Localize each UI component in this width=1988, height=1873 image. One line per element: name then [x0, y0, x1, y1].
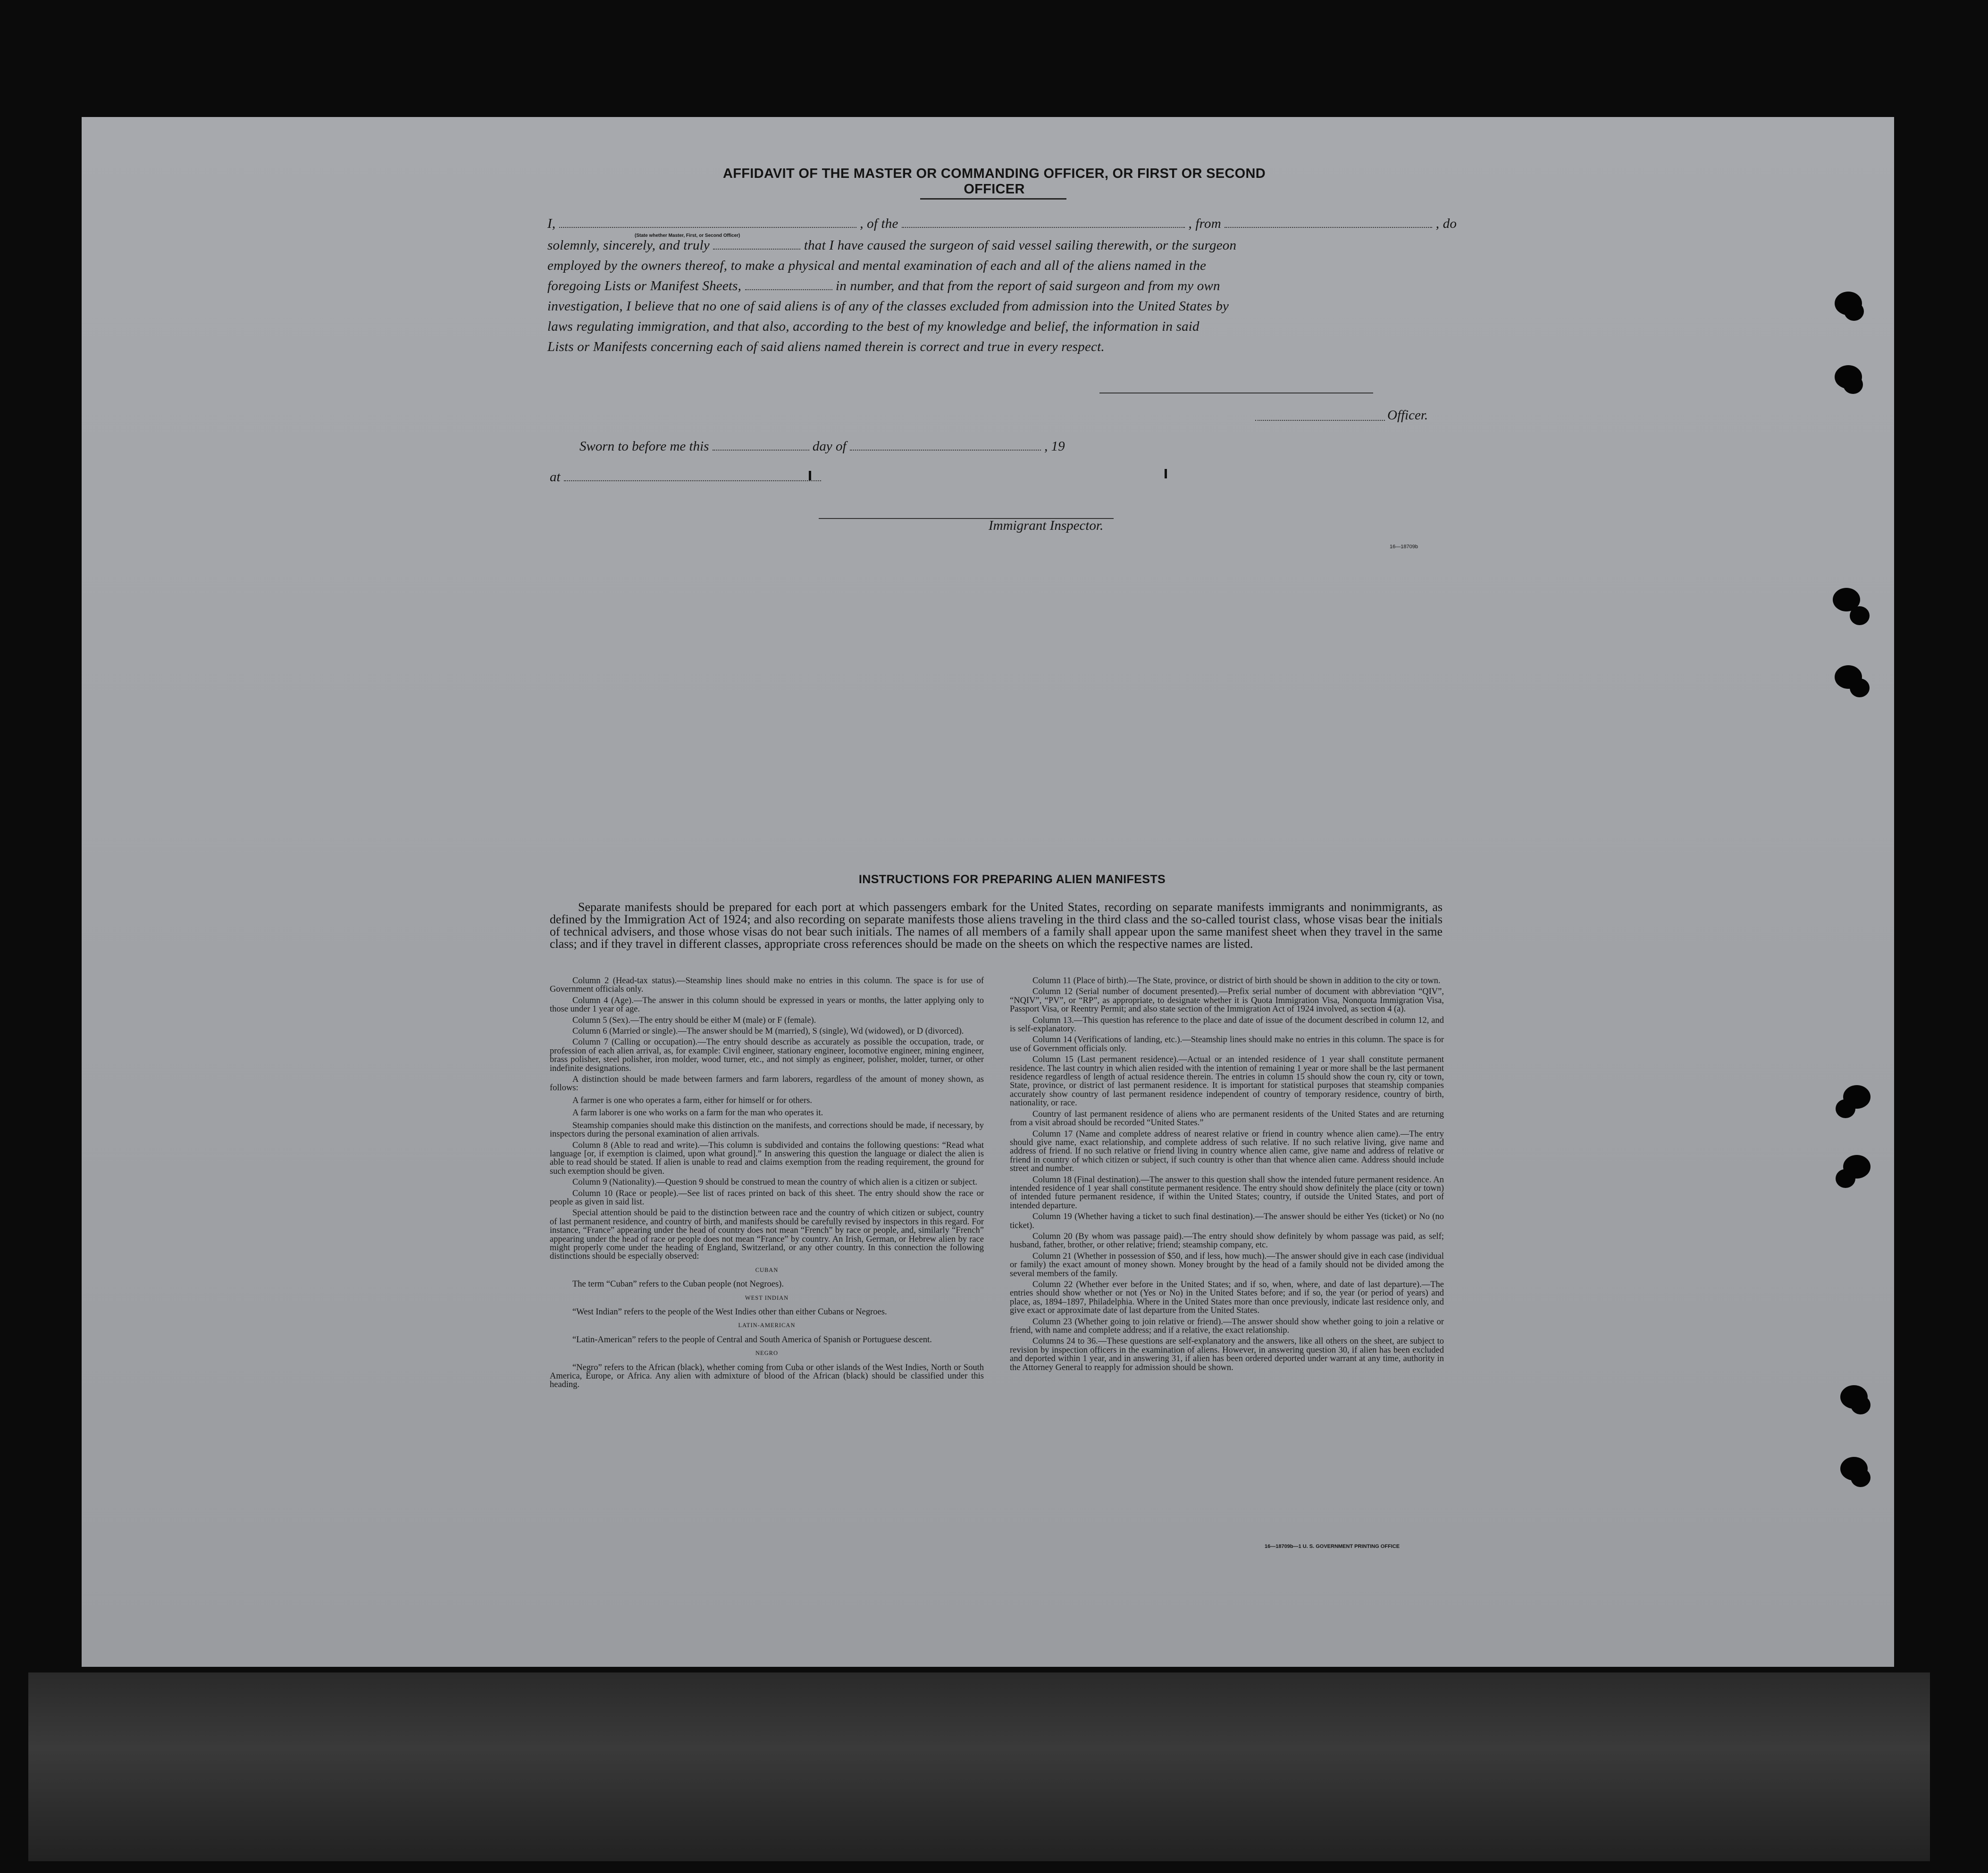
punch-hole	[1836, 1099, 1855, 1118]
race-country-note: Special attention should be paid to the distinction between race and the country of which citizen or subject, country of last permanent residence, and country of birth, and manifests should be carefully revised by inspectors in this regard. For instance, “France” appearing under the head of country does not mean “French” by race or people, and, similarly “French” appearing under the head of race or people does not mean “France” by country. An Irish, German, or Hebrew alien by race might properly come under the heading of England, Switzerland, or any other country. In this connection the following distinctions should be especially observed:	[550, 1208, 984, 1262]
affidavit-do: , do	[1435, 216, 1457, 231]
vessel-name-blank[interactable]	[902, 218, 1185, 228]
at-line	[550, 469, 821, 485]
farmer-definition: A farmer is one who operates a farm, either for himself or for others.	[572, 1095, 813, 1105]
affidavit-line-7: Lists or Manifests concerning each of said aliens named therein is correct and true in every respect.	[547, 339, 1105, 354]
latin-american-definition: “Latin-American” refers to the people of Central and South America of Spanish or Portuguese descent.	[572, 1335, 932, 1345]
affidavit-i: I,	[547, 216, 556, 231]
columns-24-36-note: Columns 24 to 36.—These questions are self-explanatory and the answers, like all others on the sheet, are subject to revision by inspection officers in the examination of aliens. However, in answering question 30, if alien has been excluded and deported within 1 year, and in answering 31, if alien has been ordered deported under warrant at any time, authority in the Attorney General to reapply for admission should be shown.	[1010, 1337, 1444, 1372]
inspector-label: Immigrant Inspector.	[989, 518, 1104, 533]
at-label: at	[550, 469, 561, 485]
affidavit-line-2b: that I have caused the surgeon of said vessel sailing therewith, or the surgeon	[804, 238, 1237, 253]
column-10-note: Column 10 (Race or people).—See list of races printed on back of this sheet. The entry should show the race or people as given in said list.	[550, 1188, 984, 1207]
place-blank[interactable]	[564, 472, 821, 481]
instructions-right-column	[1010, 977, 1444, 1374]
west-indian-definition: “West Indian” refers to the people of the West Indies other than either Cubans or Negroes.	[572, 1307, 887, 1317]
title-underline	[920, 198, 1066, 200]
officer-rank-note: (State whether Master, First, or Second Officer)	[635, 233, 740, 238]
printing-office-footer: 16—18709b—1 U. S. GOVERNMENT PRINTING OFFICE	[1265, 1544, 1400, 1549]
officer-title-blank[interactable]	[559, 218, 856, 228]
cuban-heading: CUBAN	[755, 1266, 779, 1273]
column-2-note: Column 2 (Head-tax status).—Steamship lines should make no entries in this column. The space is for use of Government officials only.	[550, 976, 984, 995]
column-11-note: Column 11 (Place of birth).—The State, province, or district of birth should be shown in addition to the city or town.	[1032, 976, 1441, 986]
negro-definition: “Negro” refers to the African (black), whether coming from Cuba or other islands of the West Indies, North or South America, Europe, or Africa. Any alien with admixture of blood of the African (black) should be classified under this heading.	[550, 1363, 984, 1390]
column-23-note: Column 23 (Whether going to join relative or friend).—The answer should show whether going to join a relative or friend, with name and complete address; and if a relative, the exact relationship.	[1010, 1317, 1444, 1336]
affidavit-line-2a: solemnly, sincerely, and truly	[547, 238, 710, 253]
affidavit-line-4	[547, 278, 1220, 294]
punch-hole	[1851, 1468, 1871, 1487]
column-7-note: Column 7 (Calling or occupation).—The entry should describe as accurately as possible the occupation, trade, or profession of each alien arrival, as, for example: Civil engineer, stationary engineer, locomotive engineer, mining engineer, brass polisher, steel polisher, iron molder, wood turner, etc., and not simply as engineer, polisher, molder, turner, or other indefinite designations.	[550, 1037, 984, 1073]
column-9-note: Column 9 (Nationality).—Question 9 should be construed to mean the country of which alien is a citizen or subject.	[572, 1178, 978, 1187]
column-8-note: Column 8 (Able to read and write).—This column is subdivided and contains the following questions: “Read what language [or, if exemption is claimed, upon what ground].” In answering this question the language or dialect the alien is able to read should be stated. If alien is unable to read and claims exemption from the reading requirement, the ground for such exemption should be given.	[550, 1140, 984, 1176]
cuban-definition: The term “Cuban” refers to the Cuban people (not Negroes).	[572, 1279, 784, 1289]
affidavit-title: AFFIDAVIT OF THE MASTER OR COMMANDING OFFICER, OR FIRST OR SECOND OFFICER	[723, 166, 1266, 197]
sworn-text: Sworn to before me this	[579, 439, 709, 454]
column-17-note: Column 17 (Name and complete address of nearest relative or friend in country whence alien came).—The entry should give name, exact relationship, and complete address of such relative. If no such relative living, give name and address of friend. If no such relative or friend living in country whence alien came, give name and address of relative or friend in country of which citizen or subject, if such country is other than that whence alien came. Address should include street and number.	[1010, 1129, 1444, 1174]
instructions-intro: Separate manifests should be prepared for each port at which passengers embark for the United States, recording on separate manifests immigrants and nonimmigrants, as defined by the Immigration Act of 1924; and also recording on separate manifests those aliens traveling in the third class and the so-called tourist class, whose visas bear the initials of technical advisers, and those whose visas do not bear such initials. The names of all members of a family shall appear upon the same manifest sheet when they travel in the same class; and if they travel in different classes, appropriate cross references should be made on the sheets on which the respective names are listed.	[550, 900, 1443, 951]
affidavit-line-3: employed by the owners thereof, to make a physical and mental examination of each and all of the aliens named in the	[547, 258, 1207, 273]
instructions-title: INSTRUCTIONS FOR PREPARING ALIEN MANIFESTS	[858, 873, 1166, 886]
sworn-line	[579, 439, 1065, 454]
officer-name-blank[interactable]	[1255, 419, 1385, 421]
affidavit-line-4a: foregoing Lists or Manifest Sheets,	[547, 278, 742, 293]
column-20-note: Column 20 (By whom was passage paid).—The entry should show definitely by whom passage was paid, as self; husband, father, brother, or other relative; friend; steamship company, etc.	[1010, 1231, 1444, 1250]
column-18-note: Column 18 (Final destination).—The answer to this question shall show the intended future permanent residence. An intended residence of 1 year shall constitute permanent residence. The entry should show definitely the place (city or town) of intended future permanent residence, if within the United States; country, if outside the United States, and port of intended departure.	[1010, 1175, 1444, 1211]
column-12-note: Column 12 (Serial number of document presented).—Prefix serial number of document with abbreviation “QIV”, “NQIV”, “PV”, or “RP”, as appropriate, to designate whether it is Quota Immigration Visa, Nonquota Immigration Visa, Passport Visa, or Reentry Permit; and also state section of the Immigration Act of 1924 involved, as section 4 (a).	[1010, 987, 1444, 1014]
farmer-distinction: A distinction should be made between farmers and farm laborers, regardless of the amount of money shown, as follows:	[550, 1075, 984, 1093]
farm-laborer-definition: A farm laborer is one who works on a farm for the man who operates it.	[572, 1108, 823, 1118]
pen-mark	[809, 471, 811, 480]
punch-hole	[1851, 1396, 1871, 1414]
scan-background-lower	[28, 1672, 1930, 1861]
officer-label: Officer.	[1387, 408, 1428, 423]
affidavit-of-the: , of the	[860, 216, 898, 231]
pen-mark	[1165, 469, 1167, 478]
sworn-day-blank[interactable]	[713, 441, 809, 451]
affidavit-line-1	[547, 216, 1457, 232]
column-21-note: Column 21 (Whether in possession of $50, and if less, how much).—The answer should give in each case (individual or family) the exact amount of money shown. Money brought by the head of a family should not be divided among the several members of the family.	[1010, 1251, 1444, 1279]
column-22-note: Column 22 (Whether ever before in the United States; and if so, when, where, and date of last departure).—The entries should show whether or not (Yes or No) in the United States before; and if so, the year (or period of years) and place, as, 1894–1897, Philadelphia. Where in the United States more than once previously, indicate last residence only, and give exact or approximate date of last departure from the United States.	[1010, 1280, 1444, 1316]
oath-type-blank[interactable]	[713, 240, 800, 250]
punch-hole	[1843, 375, 1863, 394]
affidavit-line-5: investigation, I believe that no one of said aliens is of any of the classes excluded from admission into the United States by	[547, 299, 1229, 314]
punch-hole	[1850, 606, 1870, 625]
column-6-note: Column 6 (Married or single).—The answer should be M (married), S (single), Wd (widowed), or D (divorced).	[572, 1027, 964, 1037]
sworn-month-blank[interactable]	[850, 441, 1041, 451]
west-indian-heading: WEST INDIAN	[745, 1294, 789, 1301]
steamship-distinction: Steamship companies should make this distinction on the manifests, and corrections should be made, if necessary, by inspectors during the personal examination of alien arrivals.	[550, 1120, 984, 1139]
affidavit-from: , from	[1188, 216, 1221, 231]
sheet-count-blank[interactable]	[745, 281, 832, 290]
column-4-note: Column 4 (Age).—The answer in this column should be expressed in years or months, the latter applying only to those under 1 year of age.	[550, 995, 984, 1014]
column-5-note: Column 5 (Sex).—The entry should be either M (male) or F (female).	[572, 1015, 816, 1025]
negro-heading: NEGRO	[755, 1350, 779, 1357]
affidavit-line-4b: in number, and that from the report of said surgeon and from my own	[836, 278, 1220, 293]
column-14-note: Column 14 (Verifications of landing, etc.).—Steamship lines should make no entries in this column. The space is for use of Government officials only.	[1010, 1035, 1444, 1054]
latin-american-heading: LATIN-AMERICAN	[738, 1322, 796, 1329]
form-number: 16—18709b	[1390, 544, 1418, 550]
column-15-note: Column 15 (Last permanent residence).—Actual or an intended residence of 1 year shall constitute permanent residence. The last country in which alien resided with the intention of remaining 1 year or more shall be the last permanent residence regardless of length of actual residence therein. The entries in column 15 should show the coun ry, city or town, State, province, or district of last permanent residence. It is important for statistical purposes that steamship companies accurately show country of last permanent residence independent of country of temporary residence, country of birth, nationality, or race.	[1010, 1055, 1444, 1108]
affidavit-line-6: laws regulating immigration, and that also, according to the best of my knowledge and belief, the information in said	[547, 319, 1200, 334]
column-19-note: Column 19 (Whether having a ticket to such final destination).—The answer should be either Yes (ticket) or No (no ticket).	[1010, 1212, 1444, 1230]
port-from-blank[interactable]	[1225, 218, 1432, 228]
column-13-note: Column 13.—This question has reference to the place and date of issue of the document described in column 12, and is self-explanatory.	[1010, 1015, 1444, 1034]
punch-hole	[1850, 678, 1870, 697]
affidavit-line-2	[547, 238, 1236, 253]
instructions-left-column	[550, 977, 984, 1392]
sworn-day-of: day of	[812, 439, 847, 454]
punch-hole	[1844, 302, 1864, 321]
sworn-year: , 19	[1044, 439, 1065, 454]
returning-residents-note: Country of last permanent residence of aliens who are permanent residents of the United States and are returning from a visit abroad should be recorded “United States.”	[1010, 1109, 1444, 1128]
punch-hole	[1836, 1169, 1855, 1188]
